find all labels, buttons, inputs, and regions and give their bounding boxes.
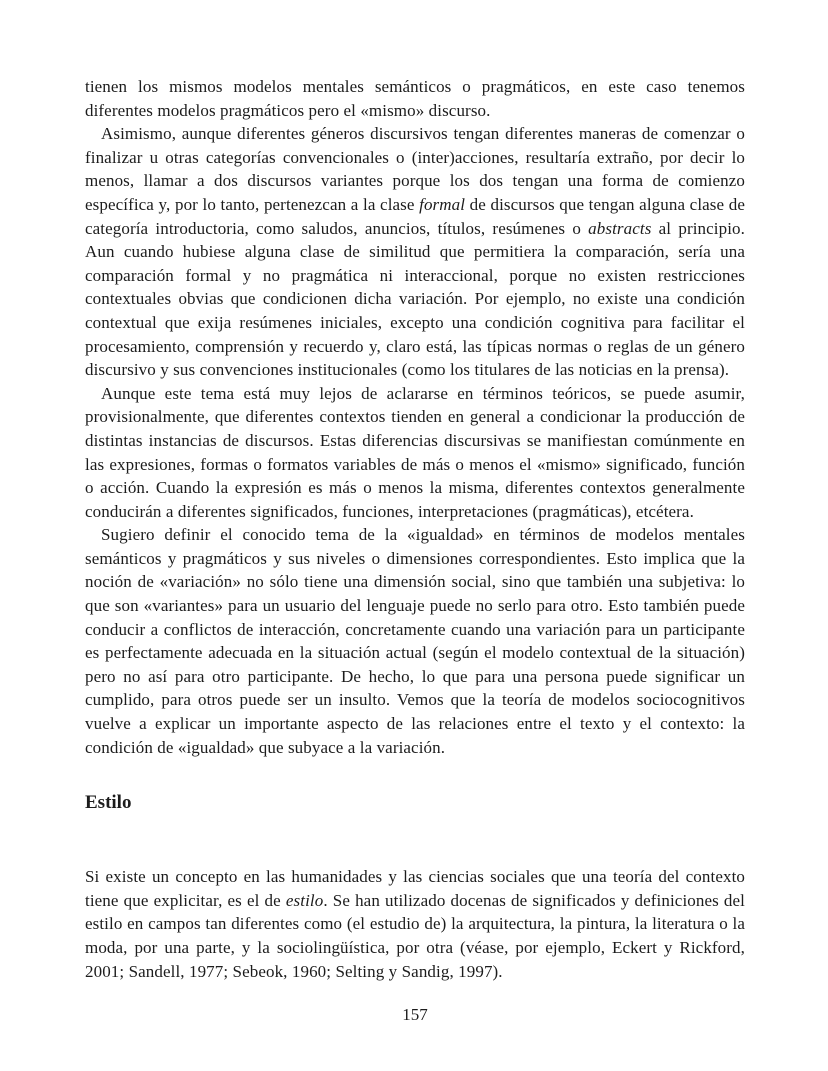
body-text-bottom [85,865,745,983]
page-number: 157 [402,1005,428,1025]
text-segment: tienen los mismos modelos mentales semánticos o pragmáticos, en este caso tenemos diferentes modelos pragmáticos pero el «mismo» discurso. [85,77,745,120]
section-heading: Estilo [85,792,132,814]
italic-text: formal [419,194,466,214]
text-segment: al principio. Aun cuando hubiese alguna clase de similitud que permitiera la comparación, sería una comparación formal y no pragmática ni interaccional, porque no existen restricciones contextuales obvias que condicionen dicha variación. Por ejemplo, no existe una condición contextual que exija resúmenes iniciales, excepto una condición cognitiva para facilitar el procesamiento, comprensión y recuerdo y, claro está, las típicas normas o reglas de un género discursivo y sus convenciones institucionales (como los titulares de las noticias en la prensa). [85,218,745,380]
text-segment: Si existe un concepto en las humanidades y las ciencias sociales que una teoría del contexto tiene que explicitar, es el de [85,867,745,910]
text-segment: de discursos que tengan alguna clase de categoría introductoria, como saludos, anuncios, títulos, resúmenes o [85,194,745,238]
text-segment: Aunque este tema está muy lejos de aclararse en términos teóricos, se puede asumir, provisionalmente, que diferentes contextos tienden en general a condicionar la producción de distintas instancias de discursos. Estas diferencias discursivas se manifiestan comúnmente en las expresiones, formas o formatos variables de más o menos el «mismo» significado, función o acción. Cuando la expresión es más o menos la misma, diferentes contextos generalmente conducirán a diferentes significados, funciones, interpretaciones (pragmáticas), etcétera. [85,383,745,521]
text-segment: Asimismo, aunque diferentes géneros discursivos tengan diferentes maneras de comenzar o finalizar u otras categorías convencionales o (inter)acciones, resultaría extraño, por decir lo menos, llamar a dos discursos variantes porque los dos tengan una forma de comienzo específica y, por lo tanto, pertenezcan a la clase [85,124,745,214]
text-segment: . Se han utilizado docenas de significados y definiciones del estilo en campos tan diferentes como (el estudio de) la arquitectura, la pintura, la literatura o la moda, por una parte, y la sociolingüística, por otra (véase, por ejemplo, Eckert y Rickford, 2001; Sandell, 1977; Sebeok, 1960; Selting y Sandig, 1997). [85,890,745,981]
paragraph [85,523,745,759]
italic-text: estilo [285,890,324,910]
paragraph [85,382,745,524]
italic-text: abstracts [588,218,652,238]
body-text-top [85,75,745,759]
paragraph [85,865,745,983]
paragraph [85,122,745,382]
text-segment: Sugiero definir el conocido tema de la «igualdad» en términos de modelos mentales semánticos y pragmáticos y sus niveles o dimensiones correspondientes. Esto implica que la noción de «variación» no sólo tiene una dimensión social, sino que también una subjetiva: lo que son «variantes» para un usuario del lenguaje puede no serlo para otro. Esto también puede conducir a conflictos de interacción, concretamente cuando una variación para un participante es perfectamente adecuada en la situación actual (según el modelo contextual de la situación) pero no así para otro participante. De hecho, lo que para una persona puede significar un cumplido, para otros puede ser un insulto. Vemos que la teoría de modelos sociocognitivos vuelve a explicar un importante aspecto de las relaciones entre el texto y el contexto: la condición de «igualdad» que subyace a la variación. [85,525,745,757]
paragraph [85,75,745,122]
